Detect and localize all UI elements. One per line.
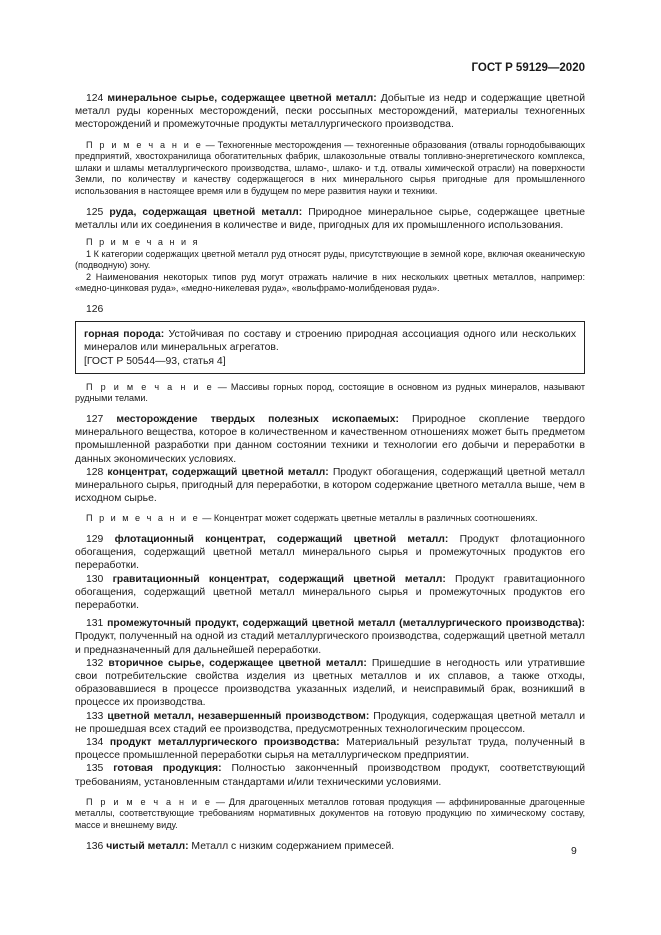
- entry-127: [75, 413, 585, 466]
- entry-number: 129: [86, 533, 104, 545]
- note-label: П р и м е ч а н и е: [86, 513, 200, 524]
- entry-124-note: П р и м е ч а н и е — Техногенные месторождения — техногенные образования (отвалы горнодобывающих предприятий, хвостохранилища обогатительных фабрик, шлакозольные отвалы топливно-энергетического комплекса, шлаки и шламы металлургического производства, шламо-, шлако- и т.д. отвалы химической отрасли) на поверхности Земли, по количеству и качеству содержащегося в них минерального сырья пригодные для промышленного использования в настоящее время или в будущем по мере развития науки и техники.: [75, 139, 585, 196]
- entry-130: [75, 573, 585, 613]
- entry-term: месторождение твердых полезных ископаемых:: [116, 413, 399, 425]
- entry-126-note: П р и м е ч а н и е — Массивы горных пород, состоящие в основном из рудных минералов, называют рудными телами.: [75, 381, 585, 404]
- entry-132: [75, 657, 585, 710]
- entry-number: 124: [86, 93, 104, 104]
- entry-125-notes-label: [75, 237, 585, 249]
- entry-number: 128: [86, 466, 104, 478]
- entry-number: 130: [86, 573, 104, 585]
- entry-126-reference: [ГОСТ Р 50544—93, статья 4]: [84, 355, 226, 367]
- entry-number: 136: [86, 840, 104, 852]
- entry-number: 133: [86, 710, 104, 722]
- entry-125-note-1: 1 К категории содержащих цветной металл руд относят руды, присутствующие в земной коре, включая океаническую (подводную) зону.: [75, 248, 585, 271]
- entry-term: руда, содержащая цветной металл:: [109, 206, 303, 218]
- entry-definition: Продукция, содержащая цветной металл и не прошедшая всех стадий ее производства, предусмотренных технологическим процессом.: [75, 710, 586, 735]
- entry-number: 131: [86, 618, 104, 630]
- entry-term: горная порода:: [84, 329, 165, 341]
- entry-126-number: 126: [86, 303, 104, 315]
- entry-135: [75, 762, 585, 788]
- entry-125: [75, 206, 585, 232]
- note-text: Для драгоценных металлов готовая продукция — аффинированные драгоценные металлы, соответствующие требованиям нормативных документов на готовую продукцию по химическому составу, массе и внешнему виду.: [75, 796, 585, 831]
- note-text: Техногенные месторождения — техногенные образования (отвалы горнодобывающих предприятий, хвостохранилища обогатительных фабрик, шлакозольные отвалы топливно-энергетического комплекса, шлаки и шламы металлургического производства, шламо-, шлако- и т.д. отвалы химической отрасли) на поверхности Земли, по количеству и качеству содержащегося в них минерального сырья пригодные для промышленного использования в настоящее время или в будущем по мере развития науки и техники.: [75, 139, 585, 196]
- entry-128-note: П р и м е ч а н и е — Концентрат может содержать цветные металлы в различных соотношениях.: [86, 513, 538, 524]
- entry-term: цветной металл, незавершенный производством:: [107, 710, 370, 722]
- note-label: П р и м е ч а н и е: [86, 139, 203, 150]
- standard-number: ГОСТ Р 59129—2020: [471, 62, 585, 74]
- entry-135-note: П р и м е ч а н и е — Для драгоценных металлов готовая продукция — аффинированные драгоценные металлы, соответствующие требованиям нормативных документов на готовую продукцию по химическому составу, массе и внешнему виду.: [75, 796, 585, 831]
- entry-131: [75, 617, 585, 657]
- notes-label: П р и м е ч а н и я: [86, 236, 200, 247]
- entry-definition: Устойчивая по составу и строению природная ассоциация одного или нескольких минералов или минеральных агрегатов.: [84, 329, 577, 354]
- entry-128: [75, 466, 585, 506]
- entry-133: [75, 710, 585, 736]
- entry-definition: Материальный результат труда, полученный в процессе промышленной переработки сырья на металлургическом предприятии.: [75, 737, 586, 762]
- entry-definition: Добытые из недр и содержащие цветной металл руды коренных месторождений, пески россыпных месторождений, материалы техногенных месторождений и промежуточные продукты металлургического производства.: [75, 93, 586, 131]
- entry-term: концентрат, содержащий цветной металл:: [107, 466, 329, 478]
- entry-term: флотационный концентрат, содержащий цветной металл:: [114, 533, 449, 545]
- entry-term: вторичное сырье, содержащее цветной металл:: [108, 657, 367, 669]
- entry-definition: Пришедшие в негодность или утратившие свои потребительские свойства изделия из цветных металлов и их сплавов, а также отходы, образовавшиеся в процессе производства указанных изделий, и неисправимый брак, возникший в процессе их производства.: [75, 657, 586, 709]
- entry-136: [75, 840, 585, 853]
- entry-134: [75, 736, 585, 762]
- note-label: П р и м е ч а н и е: [86, 381, 214, 392]
- entry-term: готовая продукция:: [113, 763, 222, 775]
- entry-term: чистый металл:: [106, 840, 189, 852]
- quoted-definition-box: [75, 321, 585, 374]
- page-content: [75, 92, 585, 853]
- entry-number: 125: [86, 206, 104, 218]
- entry-term: продукт металлургического производства:: [109, 737, 340, 749]
- entry-definition: Продукт, полученный на одной из стадий металлургического производства, содержащий цветной металл и предназначенный для дальнейшей переработки.: [75, 631, 585, 656]
- page-number: 9: [571, 846, 577, 857]
- entry-number: 127: [86, 413, 104, 425]
- note-text: Массивы горных пород, состоящие в основном из рудных минералов, называют рудными телами.: [75, 381, 585, 404]
- note-text: Концентрат может содержать цветные металлы в различных соотношениях.: [213, 513, 538, 524]
- entry-term: промежуточный продукт, содержащий цветной металл (металлургического производства):: [107, 618, 586, 630]
- note-label: П р и м е ч а н и е: [86, 796, 212, 807]
- entry-definition: Металл с низким содержанием примесей.: [191, 840, 395, 852]
- entry-definition: Природное скопление твердого минерального вещества, которое в количественном и качественном отношениях может быть предметом промышленной разработки при данном состоянии техники и технологии его добычи и переработки в данных экономических условиях.: [75, 413, 585, 465]
- entry-124: [75, 92, 585, 132]
- entry-number: 132: [86, 657, 104, 669]
- entry-129: [75, 533, 585, 573]
- entry-definition: Продукт гравитационного обогащения, содержащий цветной металл минерального сырья и промежуточных продуктов его переработки.: [75, 573, 585, 611]
- entry-definition: Природное минеральное сырье, содержащее цветные металлы или их соединения в количестве и виде, пригодных для их промышленного использования.: [75, 206, 586, 231]
- entry-number: 135: [86, 763, 104, 775]
- entry-definition: Полностью законченный производством продукт, соответствующий требованиям, установленным стандартами и/или техническими условиями.: [75, 763, 586, 788]
- entry-term: минеральное сырье, содержащее цветной металл:: [107, 93, 377, 104]
- entry-126: [84, 328, 576, 354]
- entry-definition: Продукт обогащения, содержащий цветной металл минерального сырья, пригодный для переработки, в котором содержание цветного металла выше, чем в исходном сырье.: [75, 466, 585, 505]
- entry-number: 134: [86, 737, 104, 749]
- entry-term: гравитационный концентрат, содержащий цветной металл:: [112, 573, 446, 585]
- entry-definition: Продукт флотационного обогащения, содержащий цветной металл минерального сырья и промежуточных продуктов его переработки.: [75, 533, 586, 572]
- entry-125-note-2: 2 Наименования некоторых типов руд могут отражать наличие в них нескольких цветных металлов, например: «медно-цинковая руда», «медно-никелевая руда», «вольфрамо-молибденовая руда».: [75, 271, 585, 294]
